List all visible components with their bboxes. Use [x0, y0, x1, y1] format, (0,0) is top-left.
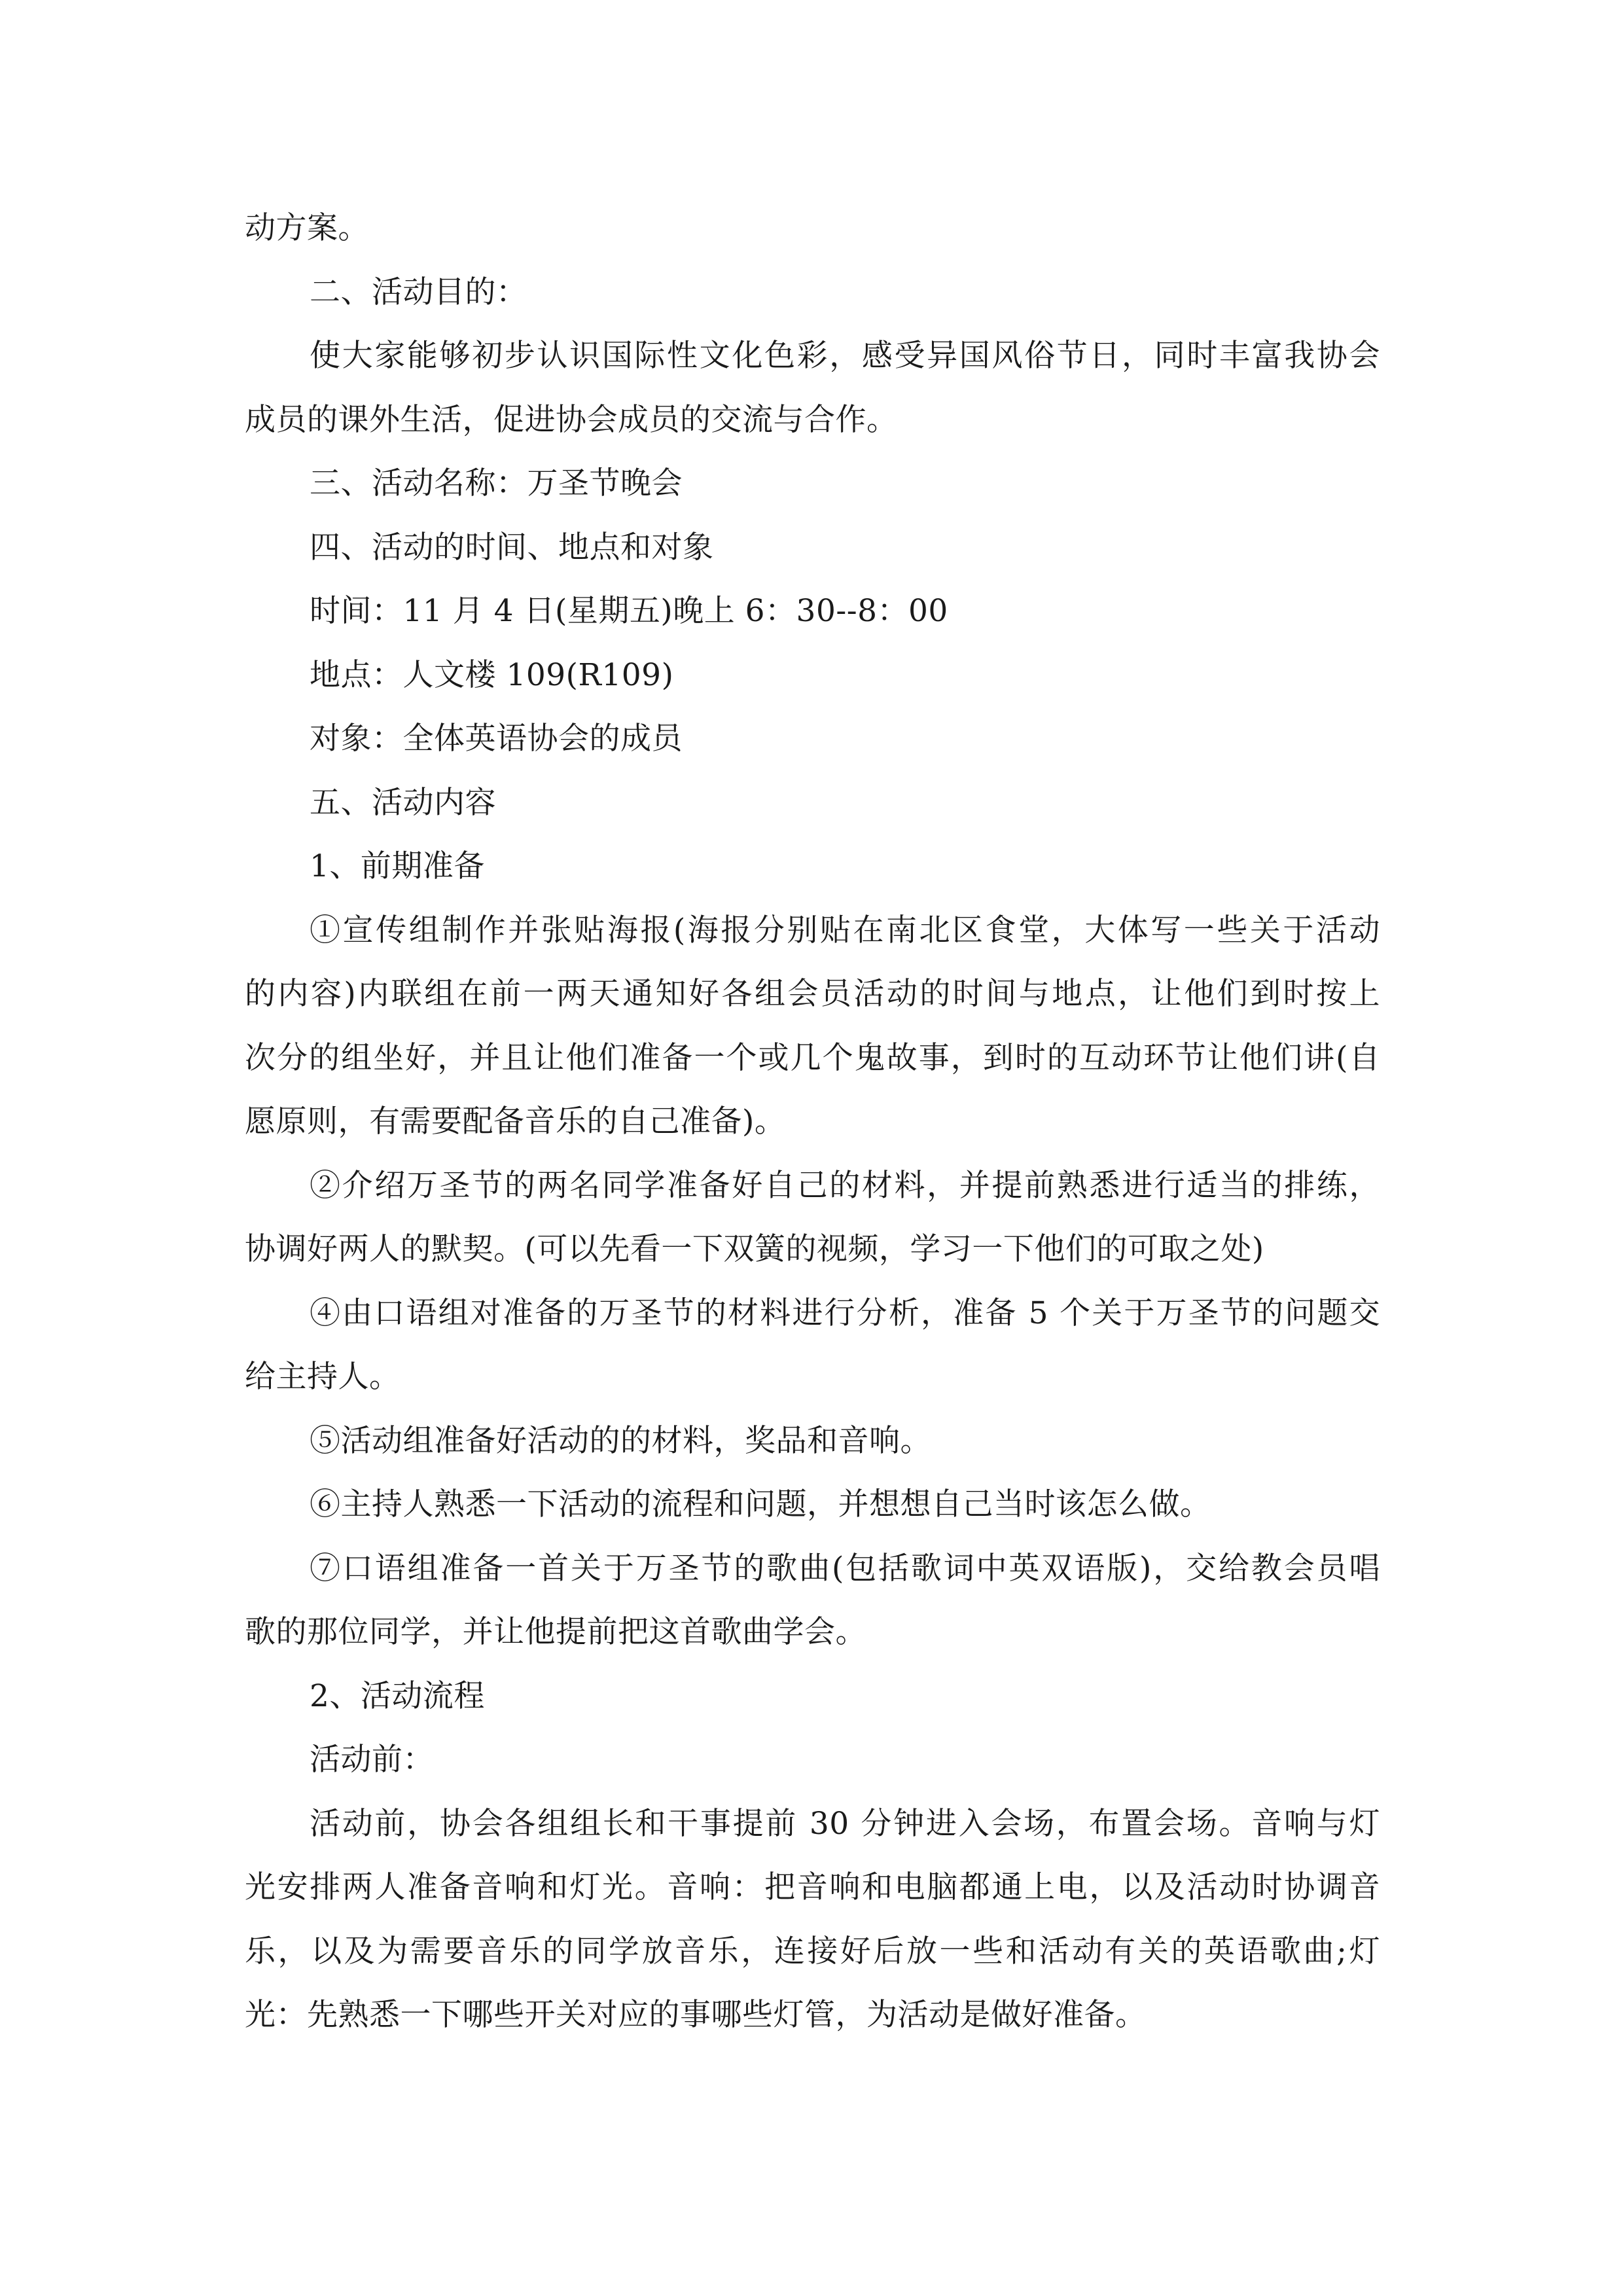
- text-line: 2、活动流程: [310, 1677, 485, 1714]
- text-line: 协调好两人的默契。(可以先看一下双簧的视频，学习一下他们的可取之处): [245, 1231, 1264, 1267]
- text-line: ⑤活动组准备好活动的的材料，奖品和音响。: [310, 1422, 931, 1459]
- text-line: 二、活动目的：: [310, 274, 527, 310]
- text-line: ⑥主持人熟悉一下活动的流程和问题，并想想自己当时该怎么做。: [310, 1486, 1211, 1522]
- text-line: 成员的课外生活，促进协会成员的交流与合作。: [245, 401, 898, 438]
- text-line: 三、活动名称：万圣节晚会: [310, 465, 683, 501]
- text-line: 愿原则，有需要配备音乐的自己准备)。: [245, 1103, 786, 1139]
- text-line: 给主持人。: [245, 1359, 401, 1395]
- document-body: [245, 196, 1380, 2047]
- text-line: 活动前，协会各组组长和干事提前 30 分钟进入会场，布置会场。音响与灯: [310, 1805, 1380, 1842]
- text-line: 五、活动内容: [310, 784, 496, 821]
- text-line: 光安排两人准备音响和灯光。音响：把音响和电脑都通上电，以及活动时协调音: [245, 1869, 1380, 1905]
- text-line: 的内容)内联组在前一两天通知好各组会员活动的时间与地点，让他们到时按上: [245, 976, 1380, 1012]
- text-line: 使大家能够初步认识国际性文化色彩，感受异国风俗节日，同时丰富我协会: [310, 338, 1380, 374]
- text-line: 地点：人文楼 109(R109): [310, 656, 674, 693]
- text-line: 活动前：: [310, 1742, 434, 1778]
- text-line: 歌的那位同学，并让他提前把这首歌曲学会。: [245, 1614, 866, 1650]
- text-line: ④由口语组对准备的万圣节的材料进行分析，准备 5 个关于万圣节的问题交: [310, 1295, 1380, 1331]
- text-line: ②介绍万圣节的两名同学准备好自己的材料，并提前熟悉进行适当的排练，: [310, 1167, 1380, 1204]
- text-line: 对象：全体英语协会的成员: [310, 721, 683, 757]
- text-line: 次分的组坐好，并且让他们准备一个或几个鬼故事，到时的互动环节让他们讲(自: [245, 1039, 1380, 1076]
- text-line: ⑦口语组准备一首关于万圣节的歌曲(包括歌词中英双语版)，交给教会员唱: [310, 1550, 1380, 1587]
- text-line: 动方案。: [245, 210, 369, 246]
- text-line: 乐，以及为需要音乐的同学放音乐，连接好后放一些和活动有关的英语歌曲;灯: [245, 1933, 1380, 1969]
- text-line: 1、前期准备: [310, 848, 485, 884]
- text-line: 时间：11 月 4 日(星期五)晚上 6：30--8：00: [310, 593, 948, 629]
- text-line: 四、活动的时间、地点和对象: [310, 529, 714, 565]
- text-line: ①宣传组制作并张贴海报(海报分别贴在南北区食堂，大体写一些关于活动: [310, 912, 1380, 948]
- text-line: 光：先熟悉一下哪些开关对应的事哪些灯管，为活动是做好准备。: [245, 1997, 1147, 2033]
